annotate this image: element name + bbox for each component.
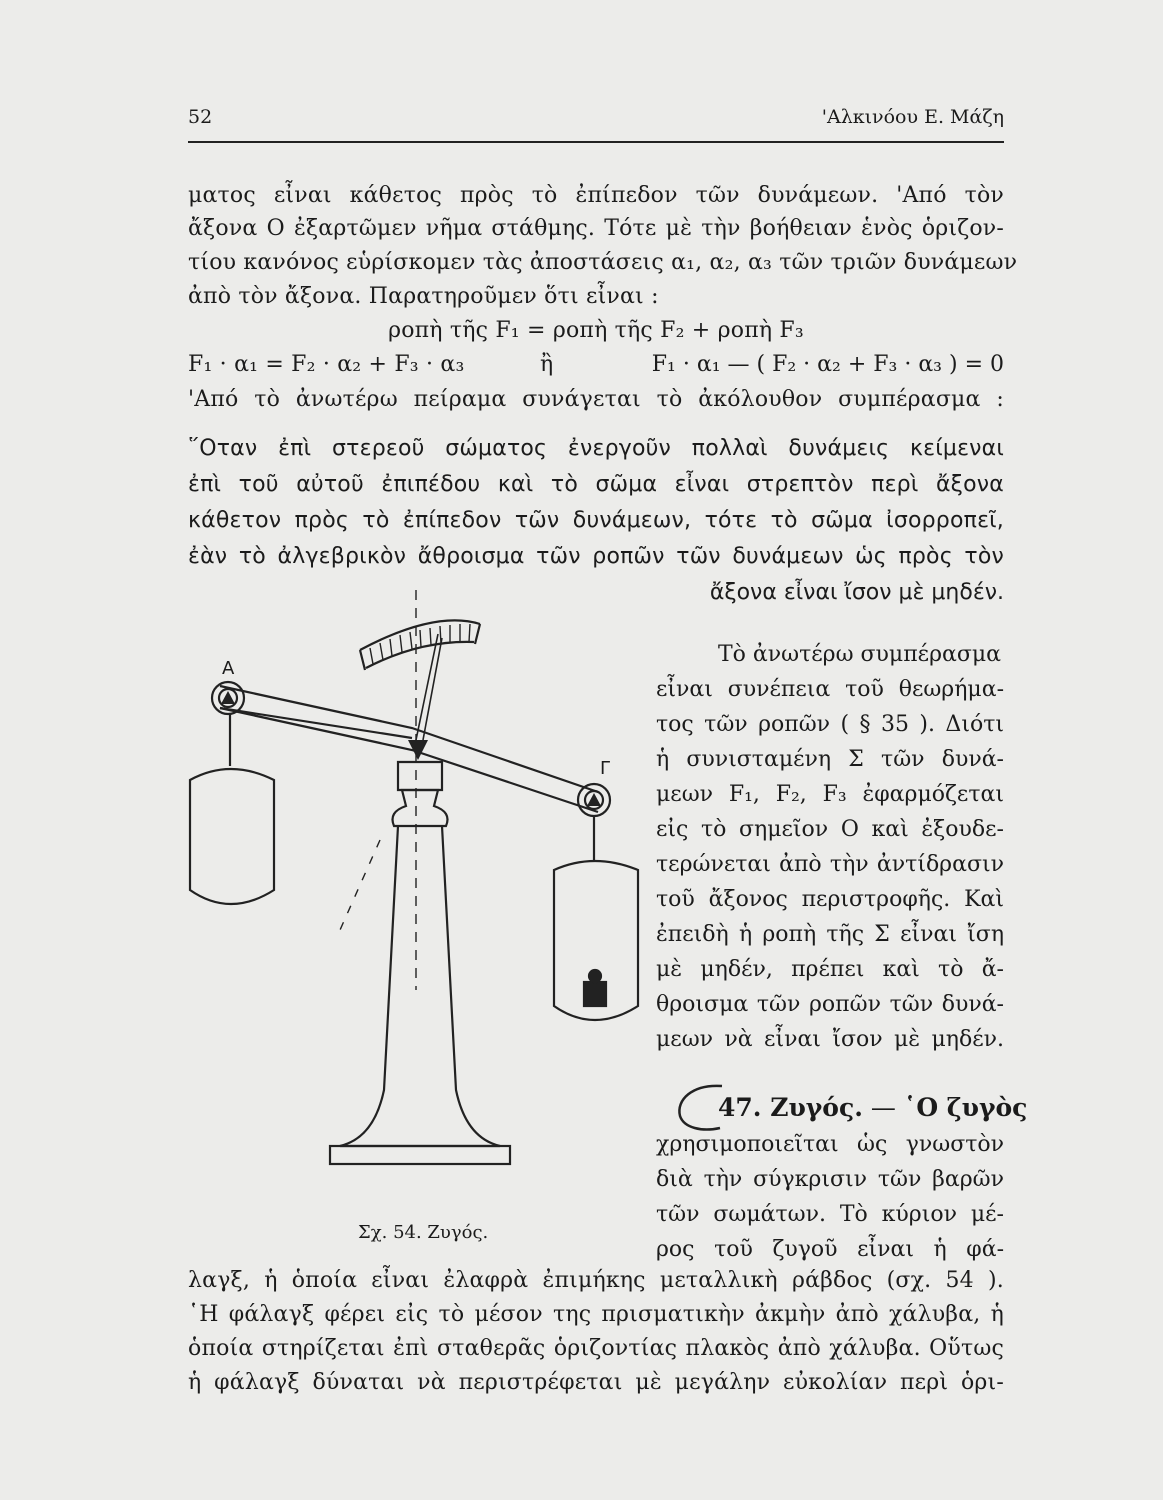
theorem-line: ἐπὶ τοῦ αὐτοῦ ἐπιπέδου καὶ τὸ σῶμα εἶναι στρεπτὸν περὶ ἄξονα — [188, 472, 1004, 497]
header-rule — [188, 141, 1004, 143]
column-line: μεων F₁, F₂, F₃ ἐφαρμόζεται — [656, 782, 1004, 807]
column-line: τοῦ ἄξονος περιστροφῆς. Καὶ — [656, 887, 1004, 912]
column-line: τος τῶν ροπῶν ( § 35 ). Διότι — [656, 712, 1004, 737]
column-line: χρησιμοποιεῖται ὡς γνωστὸν — [656, 1132, 1004, 1157]
column-line: Τὸ ἀνωτέρω συμπέρασμα — [718, 642, 1002, 667]
page-number: 52 — [188, 106, 213, 128]
section-title: 47. Ζυγός. — [718, 1093, 863, 1122]
column-line: θροισμα τῶν ροπῶν τῶν δυνά- — [656, 992, 1004, 1017]
label-a: Α — [222, 658, 235, 679]
section-lead: ῾Ο ζυγὸς — [903, 1093, 1028, 1122]
column-line: ἡ συνισταμένη Σ τῶν δυνά- — [656, 747, 1004, 772]
equation-or: ἢ — [540, 352, 554, 377]
body-line: ματος εἶναι κάθετος πρὸς τὸ ἐπίπεδον τῶν δυνάμεων. 'Από τὸν — [188, 183, 1004, 208]
theorem-line: ἄξονα εἶναι ἴσον μὲ μηδέν. — [709, 580, 1004, 605]
figure-caption: Σχ. 54. Ζυγός. — [358, 1222, 489, 1243]
body-line: ῾Η φάλαγξ φέρει εἰς τὸ μέσον της πρισματικὴν ἀκμὴν ἀπὸ χάλυβα, ἡ — [188, 1302, 1004, 1327]
column-line: εἶναι συνέπεια τοῦ θεωρήμα- — [656, 677, 1004, 702]
body-line: τίου κανόνος εὑρίσκομεν τὰς ἀποστάσεις α₁, α₂, α₃ τῶν τριῶν δυνάμεων — [188, 250, 1018, 275]
equation-moments: ροπὴ τῆς F₁ = ροπὴ τῆς F₂ + ροπὴ F₃ — [388, 318, 804, 343]
column-line: μὲ μηδέν, πρέπει καὶ τὸ ἄ- — [656, 957, 1004, 982]
balance-figure — [180, 590, 650, 1190]
body-line: ὁποία στηρίζεται ἐπὶ σταθερᾶς ὁριζοντίας πλακὸς ἀπὸ χάλυβα. Οὕτως — [188, 1336, 1004, 1361]
column-line: εἰς τὸ σημεῖον Ο καὶ ἐξουδε- — [656, 817, 1004, 842]
theorem-line: ἐὰν τὸ ἀλγεβρικὸν ἄθροισμα τῶν ροπῶν τῶν δυνάμεων ὡς πρὸς τὸν — [188, 544, 1004, 569]
theorem-line: κάθετον πρὸς τὸ ἐπίπεδον τῶν δυνάμεων, τότε τὸ σῶμα ἰσορροπεῖ, — [188, 508, 1004, 533]
theorem-line: ῞Οταν ἐπὶ στερεοῦ σώματος ἐνεργοῦν πολλαὶ δυνάμεις κείμεναι — [188, 436, 1004, 461]
column-line: τῶν σωμάτων. Τὸ κύριον μέ- — [656, 1202, 1004, 1227]
column-line: μεων νὰ εἶναι ἴσον μὲ μηδέν. — [656, 1027, 1004, 1052]
body-line: 'Από τὸ ἀνωτέρω πείραμα συνάγεται τὸ ἀκόλουθον συμπέρασμα : — [188, 387, 1004, 412]
column-line: ρος τοῦ ζυγοῦ εἶναι ἡ φά- — [656, 1237, 1004, 1262]
column-line: ἐπειδὴ ἡ ροπὴ τῆς Σ εἶναι ἴση — [656, 922, 1004, 947]
body-line: ἀπὸ τὸν ἄξονα. Παρατηροῦμεν ὅτι εἶναι : — [188, 284, 659, 309]
column-line: διὰ τὴν σύγκρισιν τῶν βαρῶν — [656, 1167, 1004, 1192]
equation-balance-right: F₁ · α₁ — ( F₂ · α₂ + F₃ · α₃ ) = 0 — [651, 352, 1004, 377]
column-line: τερώνεται ἀπὸ τὴν ἀντίδρασιν — [656, 852, 1004, 877]
body-line: ἡ φάλαγξ δύναται νὰ περιστρέφεται μὲ μεγάλην εὐκολίαν περὶ ὁρι- — [188, 1370, 1004, 1395]
section-dash: — — [870, 1093, 896, 1122]
running-header-author: 'Αλκινόου Ε. Μάζη — [821, 106, 1004, 128]
equation-balance-left: F₁ · α₁ = F₂ · α₂ + F₃ · α₃ — [188, 352, 465, 377]
label-gamma: Γ — [600, 758, 611, 779]
body-line: ἄξονα Ο ἐξαρτῶμεν νῆμα στάθμης. Τότε μὲ τὴν βοήθειαν ἑνὸς ὁριζον- — [188, 216, 1004, 241]
section-heading — [718, 1093, 1027, 1122]
body-line: λαγξ, ἡ ὁποία εἶναι ἐλαφρὰ ἐπιμήκης μεταλλικὴ ράβδος (σχ. 54 ). — [188, 1268, 1004, 1293]
